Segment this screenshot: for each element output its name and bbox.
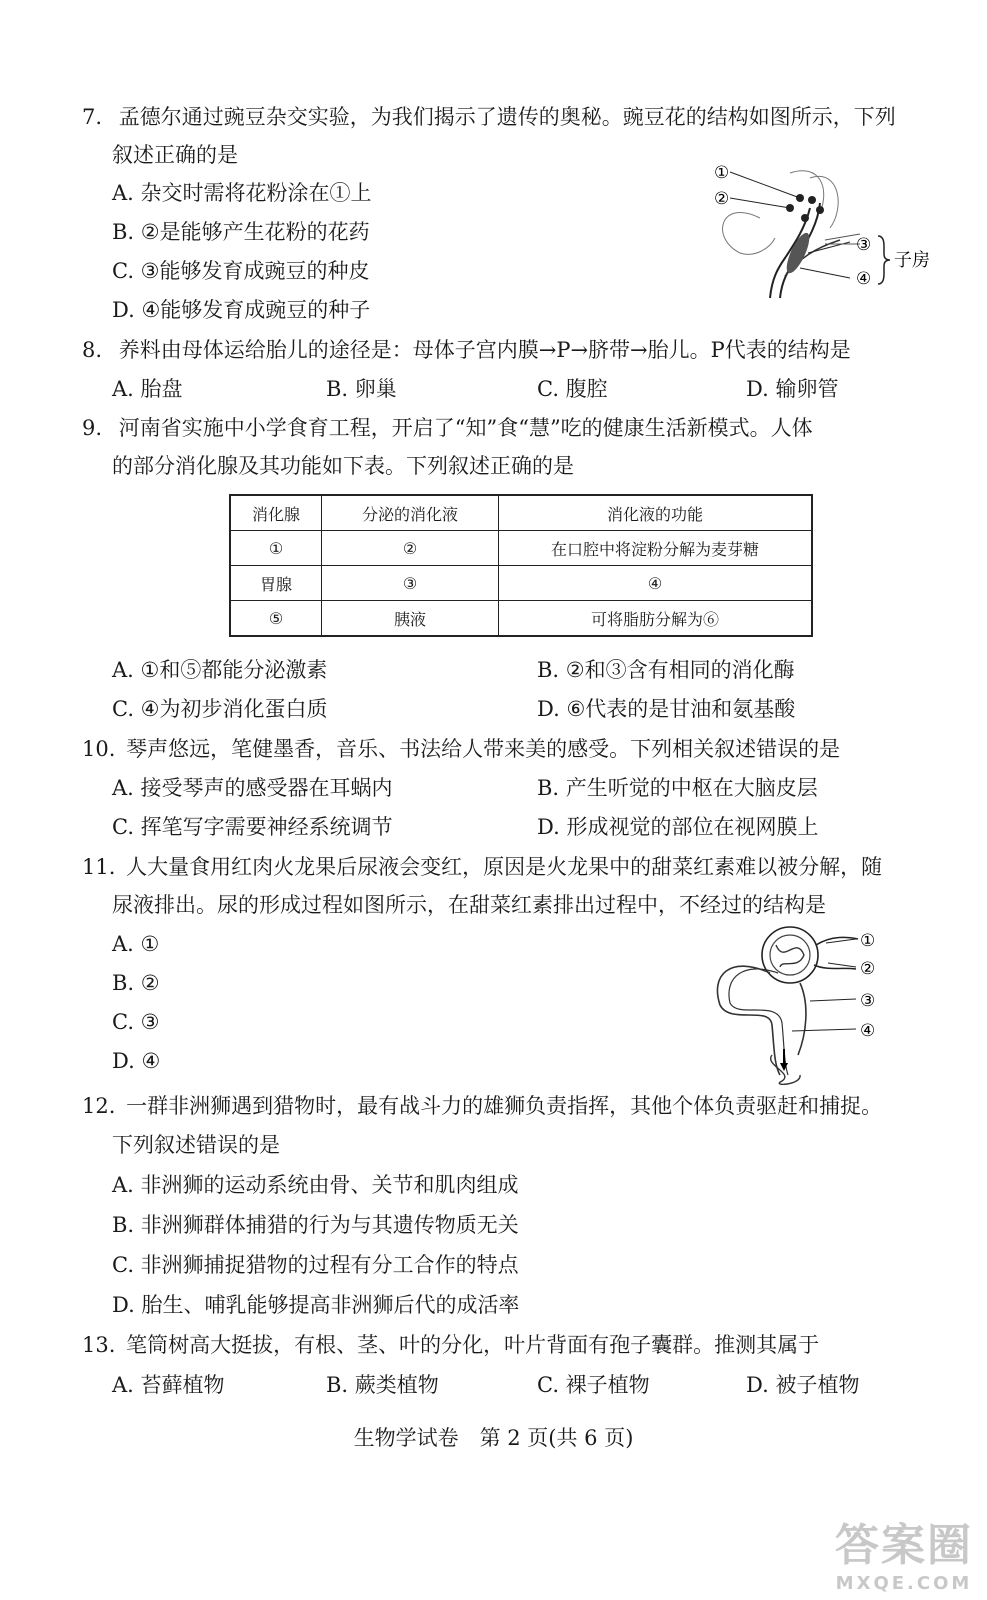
q12-option-a[interactable]: A. 非洲狮的运动系统由骨、关节和肌肉组成: [112, 1173, 519, 1197]
q12-option-b[interactable]: B. 非洲狮群体捕猎的行为与其遗传物质无关: [112, 1213, 519, 1237]
label-4: ④: [856, 269, 872, 289]
question-number: 12.: [82, 1094, 116, 1118]
question-text: 笔筒树高大挺拔，有根、茎、叶的分化，叶片背面有孢子囊群。推测其属于: [126, 1333, 820, 1357]
question-number: 11.: [82, 855, 116, 879]
label-2: ②: [714, 189, 730, 209]
question-11-stem-line2: 尿液排出。尿的形成过程如图所示，在甜菜红素排出过程中，不经过的结构是: [112, 893, 826, 917]
table-cell: ④: [499, 566, 813, 601]
question-10-stem: [82, 734, 840, 764]
question-12-stem-line2: 下列叙述错误的是: [112, 1133, 280, 1157]
q10-option-d[interactable]: D. 形成视觉的部位在视网膜上: [537, 815, 819, 839]
table-cell: ①: [230, 531, 322, 566]
question-9-stem-line1: [82, 413, 813, 443]
pea-flower-figure: [700, 158, 950, 308]
table-cell: ③: [322, 566, 499, 601]
question-number: 9.: [82, 416, 103, 440]
question-number: 10.: [82, 737, 116, 761]
q8-option-a[interactable]: A. 胎盘: [112, 377, 183, 401]
question-text: 河南省实施中小学食育工程，开启了“知”食“慧”吃的健康生活新模式。人体: [118, 416, 813, 440]
table-cell: 可将脂肪分解为⑥: [499, 601, 813, 637]
q9-option-d[interactable]: D. ⑥代表的是甘油和氨基酸: [537, 697, 796, 721]
nephron-figure: [710, 915, 910, 1085]
q7-option-a[interactable]: A. 杂交时需将花粉涂在①上: [112, 181, 372, 205]
q12-option-c[interactable]: C. 非洲狮捕捉猎物的过程有分工合作的特点: [112, 1253, 519, 1277]
label-2: ②: [860, 959, 876, 979]
q11-option-c[interactable]: C. ③: [112, 1010, 160, 1034]
question-number: 13.: [82, 1333, 116, 1357]
q7-option-c[interactable]: C. ③能够发育成豌豆的种皮: [112, 259, 370, 283]
label-1: ①: [860, 931, 876, 951]
table-header-row: [230, 495, 812, 531]
question-11-stem-line1: [82, 852, 882, 882]
ovary-caption: 子房: [894, 250, 930, 271]
q11-option-b[interactable]: B. ②: [112, 971, 160, 995]
page-footer: 生物学试卷 第 2 页(共 6 页): [353, 1426, 634, 1450]
question-9-stem-line2: 的部分消化腺及其功能如下表。下列叙述正确的是: [112, 454, 574, 478]
table-row: [230, 566, 812, 601]
watermark-url: MXQE.COM: [835, 1573, 973, 1594]
q13-option-a[interactable]: A. 苔藓植物: [112, 1373, 225, 1397]
q11-option-d[interactable]: D. ④: [112, 1049, 161, 1073]
question-7-stem-line1: [82, 102, 896, 132]
table-header: 分泌的消化液: [322, 495, 499, 531]
q12-option-d[interactable]: D. 胎生、哺乳能够提高非洲狮后代的成活率: [112, 1293, 520, 1317]
q10-option-b[interactable]: B. 产生听觉的中枢在大脑皮层: [537, 776, 818, 800]
table-cell: ②: [322, 531, 499, 566]
question-number: 7.: [82, 105, 103, 129]
question-text: 养料由母体运给胎儿的途径是：母体子宫内膜→P→脐带→胎儿。P代表的结构是: [118, 338, 851, 362]
q9-option-b[interactable]: B. ②和③含有相同的消化酶: [537, 658, 795, 682]
q8-option-c[interactable]: C. 腹腔: [537, 377, 608, 401]
q13-option-c[interactable]: C. 裸子植物: [537, 1373, 650, 1397]
table-header: 消化液的功能: [499, 495, 813, 531]
question-text: 琴声悠远，笔健墨香，音乐、书法给人带来美的感受。下列相关叙述错误的是: [126, 737, 841, 761]
label-1: ①: [714, 163, 730, 183]
digestive-glands-table: [229, 494, 813, 637]
table-row: [230, 531, 812, 566]
q10-option-a[interactable]: A. 接受琴声的感受器在耳蜗内: [112, 776, 393, 800]
question-text: 孟德尔通过豌豆杂交实验，为我们揭示了遗传的奥秘。豌豆花的结构如图所示，下列: [118, 105, 896, 129]
question-text: 一群非洲狮遇到猎物时，最有战斗力的雄狮负责指挥，其他个体负责驱赶和捕捉。: [126, 1094, 883, 1118]
q13-option-b[interactable]: B. 蕨类植物: [326, 1373, 439, 1397]
question-number: 8.: [82, 338, 103, 362]
table-cell: 在口腔中将淀粉分解为麦芽糖: [499, 531, 813, 566]
table-cell: ⑤: [230, 601, 322, 637]
q7-option-d[interactable]: D. ④能够发育成豌豆的种子: [112, 298, 371, 322]
q11-option-a[interactable]: A. ①: [112, 932, 160, 956]
question-13-stem: [82, 1330, 819, 1360]
q9-option-c[interactable]: C. ④为初步消化蛋白质: [112, 697, 328, 721]
table-cell: 胰液: [322, 601, 499, 637]
question-8-stem: [82, 335, 851, 365]
table-cell: 胃腺: [230, 566, 322, 601]
question-12-stem-line1: [82, 1091, 882, 1121]
q10-option-c[interactable]: C. 挥笔写字需要神经系统调节: [112, 815, 393, 839]
q7-option-b[interactable]: B. ②是能够产生花粉的花药: [112, 220, 370, 244]
label-4: ④: [860, 1021, 876, 1041]
table-header: 消化腺: [230, 495, 322, 531]
q13-option-d[interactable]: D. 被子植物: [746, 1373, 860, 1397]
question-text: 人大量食用红肉火龙果后尿液会变红，原因是火龙果中的甜菜红素难以被分解，随: [126, 855, 883, 879]
table-row: [230, 601, 812, 637]
q8-option-b[interactable]: B. 卵巢: [326, 377, 397, 401]
q8-option-d[interactable]: D. 输卵管: [746, 377, 839, 401]
label-3: ③: [860, 991, 876, 1011]
label-3: ③: [856, 235, 872, 255]
q9-option-a[interactable]: A. ①和⑤都能分泌激素: [112, 658, 328, 682]
watermark-text: 答案圈: [835, 1520, 973, 1571]
question-7-stem-line2: 叙述正确的是: [112, 143, 238, 167]
watermark-logo: [835, 1509, 973, 1594]
